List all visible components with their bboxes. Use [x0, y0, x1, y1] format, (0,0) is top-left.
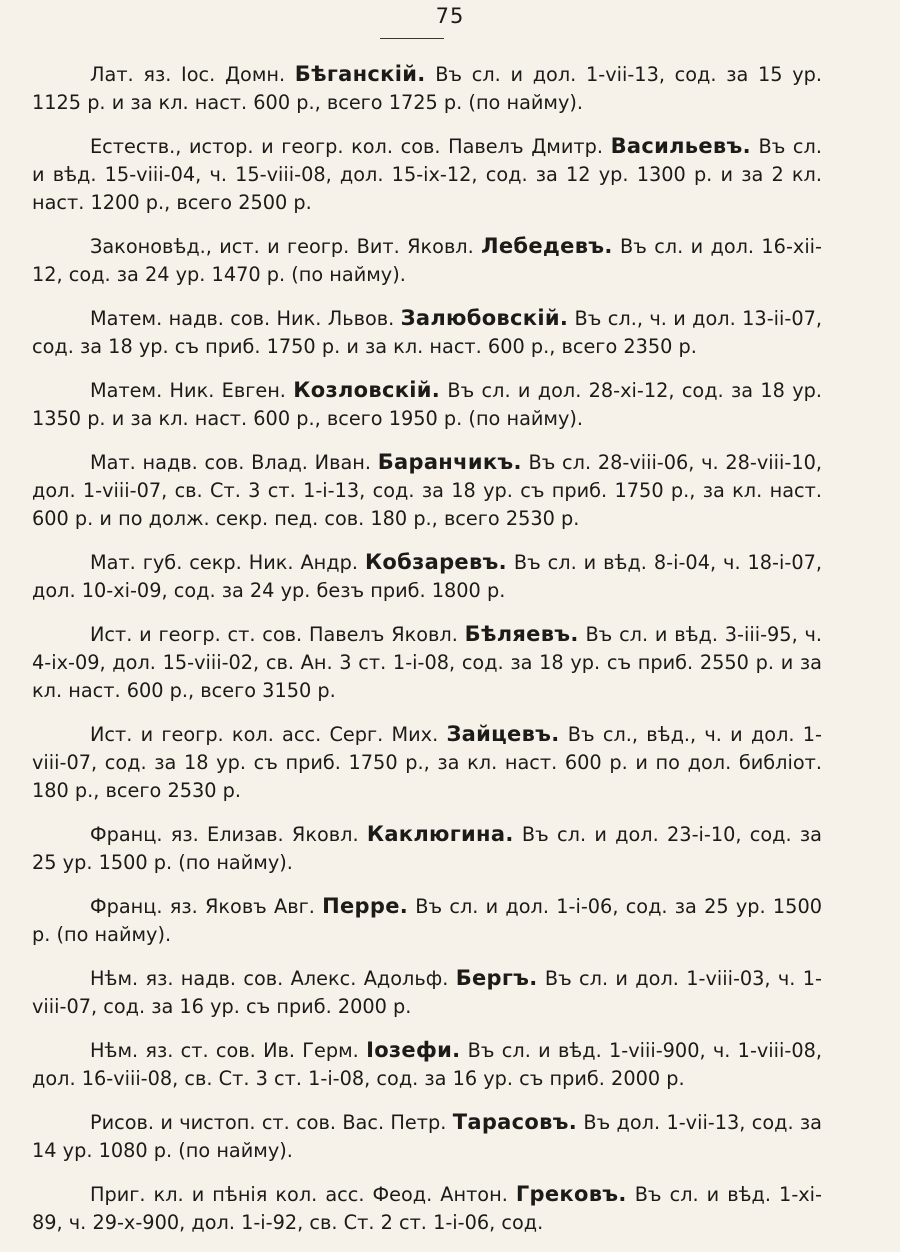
staff-entry	[32, 820, 822, 877]
entry-details: Въ сл. и дол. 28-xi-12, сод. за 18 ур. 1350 р. и за кл. наст. 600 р., всего 1950 р. (по найму).	[32, 379, 823, 430]
entry-details: Въ сл. и дол. 1-vii-13, сод. за 15 ур. 1125 р. и за кл. наст. 600 р., всего 1725 р. (по найму).	[32, 63, 822, 114]
staff-entry	[32, 232, 822, 289]
staff-entry	[32, 1108, 822, 1165]
entry-subject: Законовѣд., ист. и геогр. Вит. Яковл.	[90, 235, 482, 258]
staff-entry	[32, 720, 822, 805]
staff-list	[32, 60, 822, 1252]
entry-subject: Нѣм. яз. ст. сов. Ив. Герм.	[90, 1039, 367, 1062]
entry-details: Въ сл. и вѣд. 15-viii-04, ч. 15-viii-08, дол. 15-ix-12, сод. за 12 ур. 1300 р. и за 2 кл. наст. 1200 р., всего 2500 р.	[32, 135, 822, 214]
entry-subject: Рисов. и чистоп. ст. сов. Вас. Петр.	[90, 1111, 453, 1134]
staff-entry	[32, 964, 822, 1021]
entry-details: Въ сл. и дол. 1-i-06, сод. за 25 ур. 1500 р. (по найму).	[32, 895, 822, 946]
entry-surname: Залюбовскій.	[400, 306, 569, 330]
staff-entry	[32, 132, 822, 217]
entry-subject: Франц. яз. Яковъ Авг.	[90, 895, 323, 918]
staff-entry	[32, 548, 822, 605]
entry-subject: Приг. кл. и пѣнія кол. асс. Феод. Антон.	[90, 1183, 516, 1206]
entry-details: Въ сл. и вѣд. 1-viii-900, ч. 1-viii-08, дол. 16-viii-08, св. Ст. 3 ст. 1-i-08, сод. за 16 ур. съ приб. 2000 р.	[32, 1039, 822, 1090]
entry-surname: Бергъ.	[455, 966, 538, 990]
staff-entry	[32, 1180, 822, 1237]
entry-details: Въ сл. и дол. 16-xii-12, сод. за 24 ур. 1470 р. (по найму).	[32, 235, 822, 286]
entry-details: Въ сл. и дол. 1-viii-03, ч. 1-viii-07, сод. за 16 ур. съ приб. 2000 р.	[32, 967, 822, 1018]
entry-details: Въ сл. и вѣд. 8-i-04, ч. 18-i-07, дол. 10-xi-09, сод. за 24 ур. безъ приб. 1800 р.	[32, 551, 822, 602]
entry-surname: Баранчикъ.	[377, 450, 522, 474]
entry-surname: Грековъ.	[515, 1182, 627, 1206]
entry-subject: Ист. и геогр. кол. асс. Серг. Мих.	[90, 723, 447, 746]
entry-surname: Перре.	[322, 894, 409, 918]
entry-surname: Васильевъ.	[610, 134, 751, 158]
staff-entry	[32, 448, 822, 533]
entry-surname: Бѣганскій.	[294, 62, 426, 86]
entry-details: Въ сл. 28-viii-06, ч. 28-viii-10, дол. 1-viii-07, св. Ст. 3 ст. 1-i-13, сод. за 18 ур. съ приб. 1750 р., за кл. наст. 600 р. и по долж. секр. пед. сов. 180 р., всего 2530 р.	[32, 451, 822, 530]
entry-subject: Лат. яз. Іос. Домн.	[90, 63, 295, 86]
entry-subject: Матем. надв. сов. Ник. Львов.	[90, 307, 401, 330]
staff-entry	[32, 60, 822, 117]
page-number-rule	[380, 38, 444, 39]
entry-surname: Бѣляевъ.	[464, 622, 579, 646]
entry-surname: Лебедевъ.	[481, 234, 613, 258]
entry-details: Въ сл. и вѣд. 1-xi-89, ч. 29-x-900, дол. 1-i-92, св. Ст. 2 ст. 1-i-06, сод.	[32, 1183, 822, 1234]
entry-surname: Кобзаревъ.	[364, 550, 507, 574]
entry-details: Въ сл., вѣд., ч. и дол. 1-viii-07, сод. за 18 ур. съ приб. 1750 р., за кл. наст. 600 р. и по дол. библіот. 180 р., всего 2530 р.	[32, 723, 822, 802]
entry-subject: Франц. яз. Елизав. Яковл.	[90, 823, 367, 846]
entry-subject: Матем. Ник. Евген.	[90, 379, 294, 402]
entry-details: Въ дол. 1-vii-13, сод. за 14 ур. 1080 р. (по найму).	[32, 1111, 822, 1162]
entry-surname: Зайцевъ.	[446, 722, 560, 746]
staff-entry	[32, 376, 822, 433]
entry-details: Въ сл., ч. и дол. 13-ii-07, сод. за 18 ур. съ приб. 1750 р. и за кл. наст. 600 р., всего 2350 р.	[32, 307, 822, 358]
entry-surname: Козловскій.	[293, 378, 441, 402]
entry-subject: Естеств., истор. и геогр. кол. сов. Павелъ Дмитр.	[90, 135, 611, 158]
entry-subject: Мат. надв. сов. Влад. Иван.	[90, 451, 378, 474]
staff-entry	[32, 892, 822, 949]
entry-details: Въ сл. и вѣд. 3-iii-95, ч. 4-ix-09, дол. 15-viii-02, св. Ан. 3 ст. 1-i-08, сод. за 18 ур. съ приб. 2550 р. и за кл. наст. 600 р., всего 3150 р.	[32, 623, 822, 702]
entry-details: Въ сл. и дол. 23-i-10, сод. за 25 ур. 1500 р. (по найму).	[32, 823, 822, 874]
entry-subject: Нѣм. яз. надв. сов. Алекс. Адольф.	[90, 967, 456, 990]
entry-surname: Іозефи.	[366, 1038, 461, 1062]
staff-entry	[32, 304, 822, 361]
staff-entry	[32, 620, 822, 705]
entry-subject: Мат. губ. секр. Ник. Андр.	[90, 551, 365, 574]
staff-entry	[32, 1036, 822, 1093]
entry-surname: Каклюгина.	[366, 822, 514, 846]
entry-subject: Ист. и геогр. ст. сов. Павелъ Яковл.	[90, 623, 465, 646]
page-number: 75	[435, 4, 465, 28]
entry-surname: Тарасовъ.	[452, 1110, 578, 1134]
